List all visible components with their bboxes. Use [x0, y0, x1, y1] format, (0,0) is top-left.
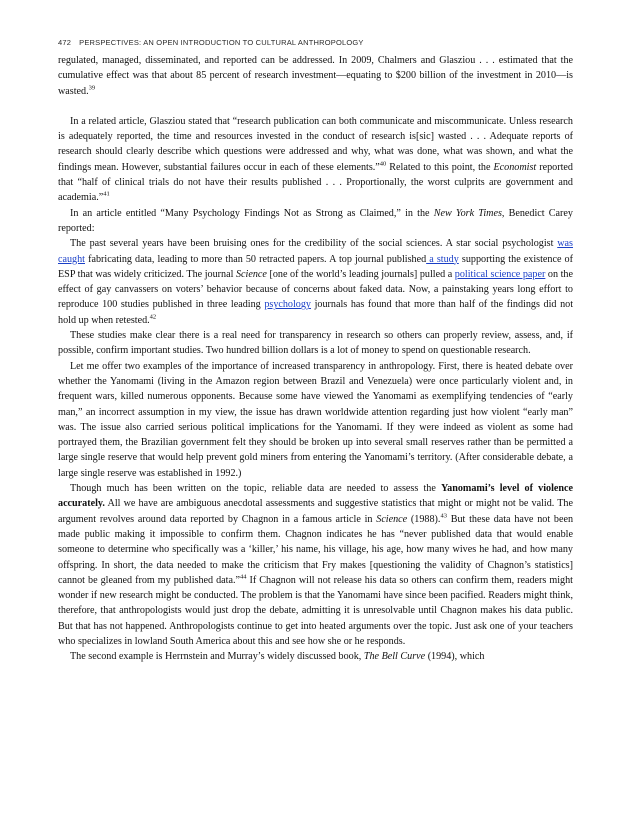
paragraph-8: The second example is Herrnstein and Murray’s widely discussed book, The Bell Curve (1994), which: [70, 651, 485, 663]
footnote-ref-42[interactable]: 42: [149, 313, 157, 321]
running-header: [58, 38, 573, 47]
paragraph-2: In a related article, Glasziou stated that “research publication can both communicate and miscommunicate. Unless research is adequately reported, the time and resources invested in the conduct of research is[sic] wasted . . . Adequate reports of research should clearly describe which questions were addressed and why, what was done, what was shown, and what the findings mean. However, substantial failures occur in each of these elements.”$^{40}$ Related to this point, the Economist reported that “half of clinical trials do not have their results published . . . Proportionally, the worst culprits are government and academia.”$^{41}$: [58, 115, 573, 204]
footnote-ref-41[interactable]: 41: [103, 191, 110, 198]
publication-title: Science: [376, 513, 408, 525]
paragraph-7: Though much has been written on the topic, reliable data are needed to assess the Yanomami’s level of violence accurately. All we have are ambiguous anecdotal assessments and suggestive statistics that might or might not be valid. The argument revolves around data reported by Chagnon in a famous article in Science (1988).$^{43}$ But these data have not been made public making it impossible to confirm them. Chagnon indicates he has “never published data that would enable someone to determine who specifically was a ‘killer,’ his name, his village, his age, how many wives he had, and how many offspring. In short, the data needed to make the criticism that Fry makes [questioning the validity of Chagnon’s statistics] cannot be gleaned from my published data.”$^{44}$ If Chagnon will not release his data so others can confirm them, readers might wonder if new research might be conducted. The problem is that the Yanomami have since been pacified. Readers might think, therefore, that anthropologists would just drop the debate, admitting it is unresolvable until Chagnon makes his data public. But that has not happened. Anthropologists continue to get into heated arguments over the topic. Just ask one of your teachers who specializes in lowland South America about this and see how she or he responds.: [58, 483, 574, 647]
block-quote: The past several years have been bruising ones for the credibility of the social sciences. A star social psychologist was caught fabricating data, leading to more than 50 retracted papers. A top journal published a study supporting the existence of ESP that was widely criticized. The journal Science [one of the world’s leading journals] pulled a political science paper on the effect of gay canvassers on voters’ behavior because of concerns about faked data. Now, a painstaking years long effort to reproduce 100 studies published in three leading psychology journals has found that more than half of the findings did not hold up when retested.$^{42}$: [58, 238, 574, 326]
page-number: 472: [58, 38, 72, 47]
paragraph-1: regulated, managed, disseminated, and reported can be addressed. In 2009, Chalmers and Glasziou . . . estimated that the cumulative effect was that about 85 percent of research investment—equating to $200 billion of the investment in 2010—is wasted.$^{39}$: [58, 55, 573, 97]
publication-title: Economist: [493, 161, 537, 173]
link-a-study[interactable]: a study: [426, 253, 459, 265]
paragraph-3: In an article entitled “Many Psychology Findings Not as Strong as Claimed,” in the New York Times, Benedict Carey reported:: [58, 207, 573, 234]
link-was-caught[interactable]: was caught: [58, 238, 573, 265]
link-psychology[interactable]: psychology: [264, 299, 311, 311]
footnote-ref-40[interactable]: 40: [379, 160, 387, 168]
footnote-ref-44[interactable]: 44: [240, 573, 247, 581]
publication-title: New York Times: [433, 207, 502, 219]
link-political-science-paper[interactable]: political science paper: [454, 268, 546, 280]
footnote-ref-39[interactable]: 39: [88, 84, 96, 92]
paragraph-5: These studies make clear there is a real need for transparency in research so others can properly review, assess, and, if possible, confirm important studies. Two hundred billion dollars is a lot of money to spend on questionable research.: [58, 330, 573, 357]
bold-phrase: Yanomami’s level of violence accurately.: [58, 483, 573, 510]
publication-title: Science: [235, 268, 267, 280]
paragraph-6: Let me offer two examples of the importance of increased transparency in anthropology. First, there is heated debate over whether the Yanomami (living in the Amazon region between Brazil and Venezuela) were once particularly violent and, in frequent wars, killed numerous opponents. Because some have viewed the Yanomami as exemplifying tendencies of “early man,” an incorrect assumption in my view, the issue has drawn worldwide attention regarding just how violent “early man” was. The issue also carried serious political implications for the Yanomami. If they were indeed as violent as some had portrayed them, the Brazilian government felt they should be broken up into several small reserves rather than be permitted a large single reserve that would help prevent gold miners from entering the Yanomami’s territory. (After considerable debate, a large single reserve was established in 1992.): [58, 360, 573, 479]
book-title: The Bell Curve: [363, 651, 426, 663]
running-title: PERSPECTIVES: AN OPEN INTRODUCTION TO CULTURAL ANTHROPOLOGY: [79, 38, 364, 47]
body-text: [58, 53, 573, 665]
footnote-ref-43[interactable]: 43: [440, 512, 447, 520]
document-page: [58, 38, 573, 665]
